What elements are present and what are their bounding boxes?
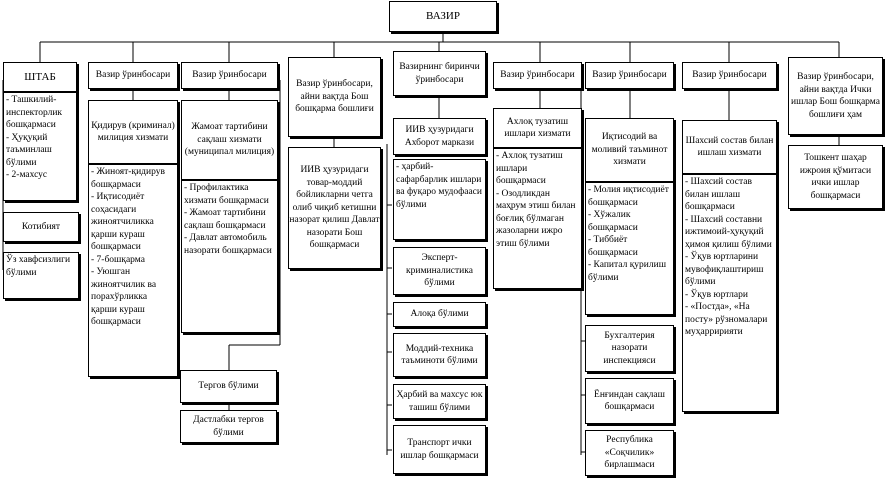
- preliminary-investigation-box: Дастлабки тергов бўлими: [180, 410, 277, 443]
- list-item: - Ўқув юртлари: [685, 289, 748, 300]
- list-item: Ўз хавфсизлиги бўлими: [6, 255, 71, 278]
- deputy-box-tashkent: Вазир ўринбосари, айни вақтда Ички ишлар Бош бошқарма бошлиғи ҳам: [788, 57, 883, 135]
- list-item: - Озодликдан маҳрум этиш билан боғлиқ бўлмаган жазоларни ижро этиш бўлими: [496, 188, 576, 249]
- list-item: - Профилактика хизмати бошқармаси: [184, 183, 269, 206]
- secretariat-box: Котибият: [3, 212, 79, 242]
- list-item: - Шахсий составни ижтимоий-ҳуқуқий ҳимоя қилиш бўлими: [685, 214, 772, 250]
- list-item: - Молия иқтисодиёт бошқармаси: [588, 185, 669, 208]
- list-item: - ҳарбий-сафарбарлик ишлари ва фуқаро мудофааси бўлими: [396, 162, 482, 210]
- criminal-departments: [88, 164, 178, 377]
- list-item: - «Постда», «На посту» рўзномалари муҳарририяти: [685, 302, 768, 337]
- list-item: - Ташкилий-инспекторлик бошқармаси: [6, 95, 63, 130]
- deputy-box-criminal: Вазир ўринбосари: [88, 62, 178, 89]
- list-item: - Ўқув юртларини мувофиқлаштириш бўлими: [685, 252, 764, 287]
- list-item: - Уюшган жиноятчилик ва порахўрликка қарши кураш бошқармаси: [91, 267, 157, 327]
- mobilization-box: [393, 159, 486, 240]
- first-deputy-box: Вазирнинг биринчи ўринбосари: [393, 51, 486, 96]
- list-item: - Тиббиёт бошқармаси: [588, 235, 638, 258]
- list-item: - Шахсий состав билан ишлаш бошқармаси: [685, 177, 752, 212]
- logistics-box: Моддий-техника таъминоти бўлими: [393, 333, 486, 377]
- corrections-service-box: Ахлоқ тузатиш ишлари хизмати: [493, 108, 582, 148]
- minister-box: ВАЗИР: [389, 1, 497, 32]
- criminal-service-box: Қидирув (криминал) милиция хизмати: [88, 100, 178, 164]
- public-order-departments: [181, 180, 278, 333]
- economic-service-box: Иқтисодий ва моливий таъминот хизмати: [585, 118, 674, 182]
- list-item: - Жамоат тартибини сақлаш бошқармаси: [184, 208, 266, 231]
- list-item: - Иқтисодиёт соҳасидаги жиноятчиликка қарши кураш бошқармаси: [91, 192, 154, 252]
- communications-box: Алоқа бўлими: [393, 302, 486, 327]
- shtab-box: ШТАБ: [3, 62, 77, 92]
- info-center-box: ИИВ ҳузуридаги Ахборот маркази: [393, 118, 486, 155]
- investigation-box: Тергов бўлими: [180, 370, 277, 403]
- deputy-box-state-control: Вазир ўринбосари, айни вақтда Бош бошқарма бошлиғи: [288, 57, 381, 137]
- military-cargo-box: Ҳарбий ва махсус юк ташиш бўлими: [393, 384, 486, 419]
- personnel-departments: [682, 174, 777, 412]
- transport-police-box: Транспорт ички ишлар бошқармаси: [393, 425, 486, 474]
- internal-security-box: [3, 252, 79, 299]
- list-item: - 7-бошқарма: [91, 254, 145, 265]
- shtab-departments: [3, 92, 77, 201]
- list-item: - 2-махсус: [6, 170, 48, 180]
- tashkent-police-box: Тошкент шаҳар ижроия қўмитаси ички ишлар бошқармаси: [788, 145, 883, 209]
- deputy-box-public-order: Вазир ўринбосари: [181, 62, 278, 89]
- guard-association-box: Республика «Соқчилик» бирлашмаси: [585, 430, 674, 476]
- economic-departments: [585, 182, 674, 315]
- deputy-box-corrections: Вазир ўринбосари: [493, 62, 582, 89]
- accounting-inspection-box: Бухгалтерия назорати инспекцияси: [585, 325, 674, 372]
- personnel-service-box: Шахсий состав билан ишлаш хизмати: [682, 120, 777, 174]
- list-item: - Ахлоқ тузатиш ишлари бошқармаси: [496, 151, 563, 186]
- list-item: - Давлат автомобиль назорати бошқармаси: [184, 233, 272, 256]
- list-item: - Капитал қурилиш бўлими: [588, 260, 667, 283]
- corrections-departments: [493, 148, 582, 289]
- list-item: - Ҳуқуқий таъминлаш бўлими: [6, 132, 52, 168]
- forensics-box: Эксперт-криминалистика бўлими: [393, 247, 486, 295]
- deputy-box-personnel: Вазир ўринбосари: [682, 62, 777, 89]
- list-item: - Жиноят-қидирув бошқармаси: [91, 167, 165, 190]
- public-order-service-box: Жамоат тартибини сақлаш хизмати (муниципал милиция): [181, 100, 278, 180]
- list-item: - Хўжалик бошқармаси: [588, 210, 638, 233]
- state-control-department-box: ИИВ ҳузуридаги товар-моддий бойликларни четга олиб чиқиб кетишни назорат қилиш Давлат назорати Бош бошқармаси: [288, 147, 381, 269]
- deputy-box-economic: Вазир ўринбосари: [585, 62, 674, 89]
- fire-safety-box: Ёнғиндан сақлаш бошқармаси: [585, 378, 674, 424]
